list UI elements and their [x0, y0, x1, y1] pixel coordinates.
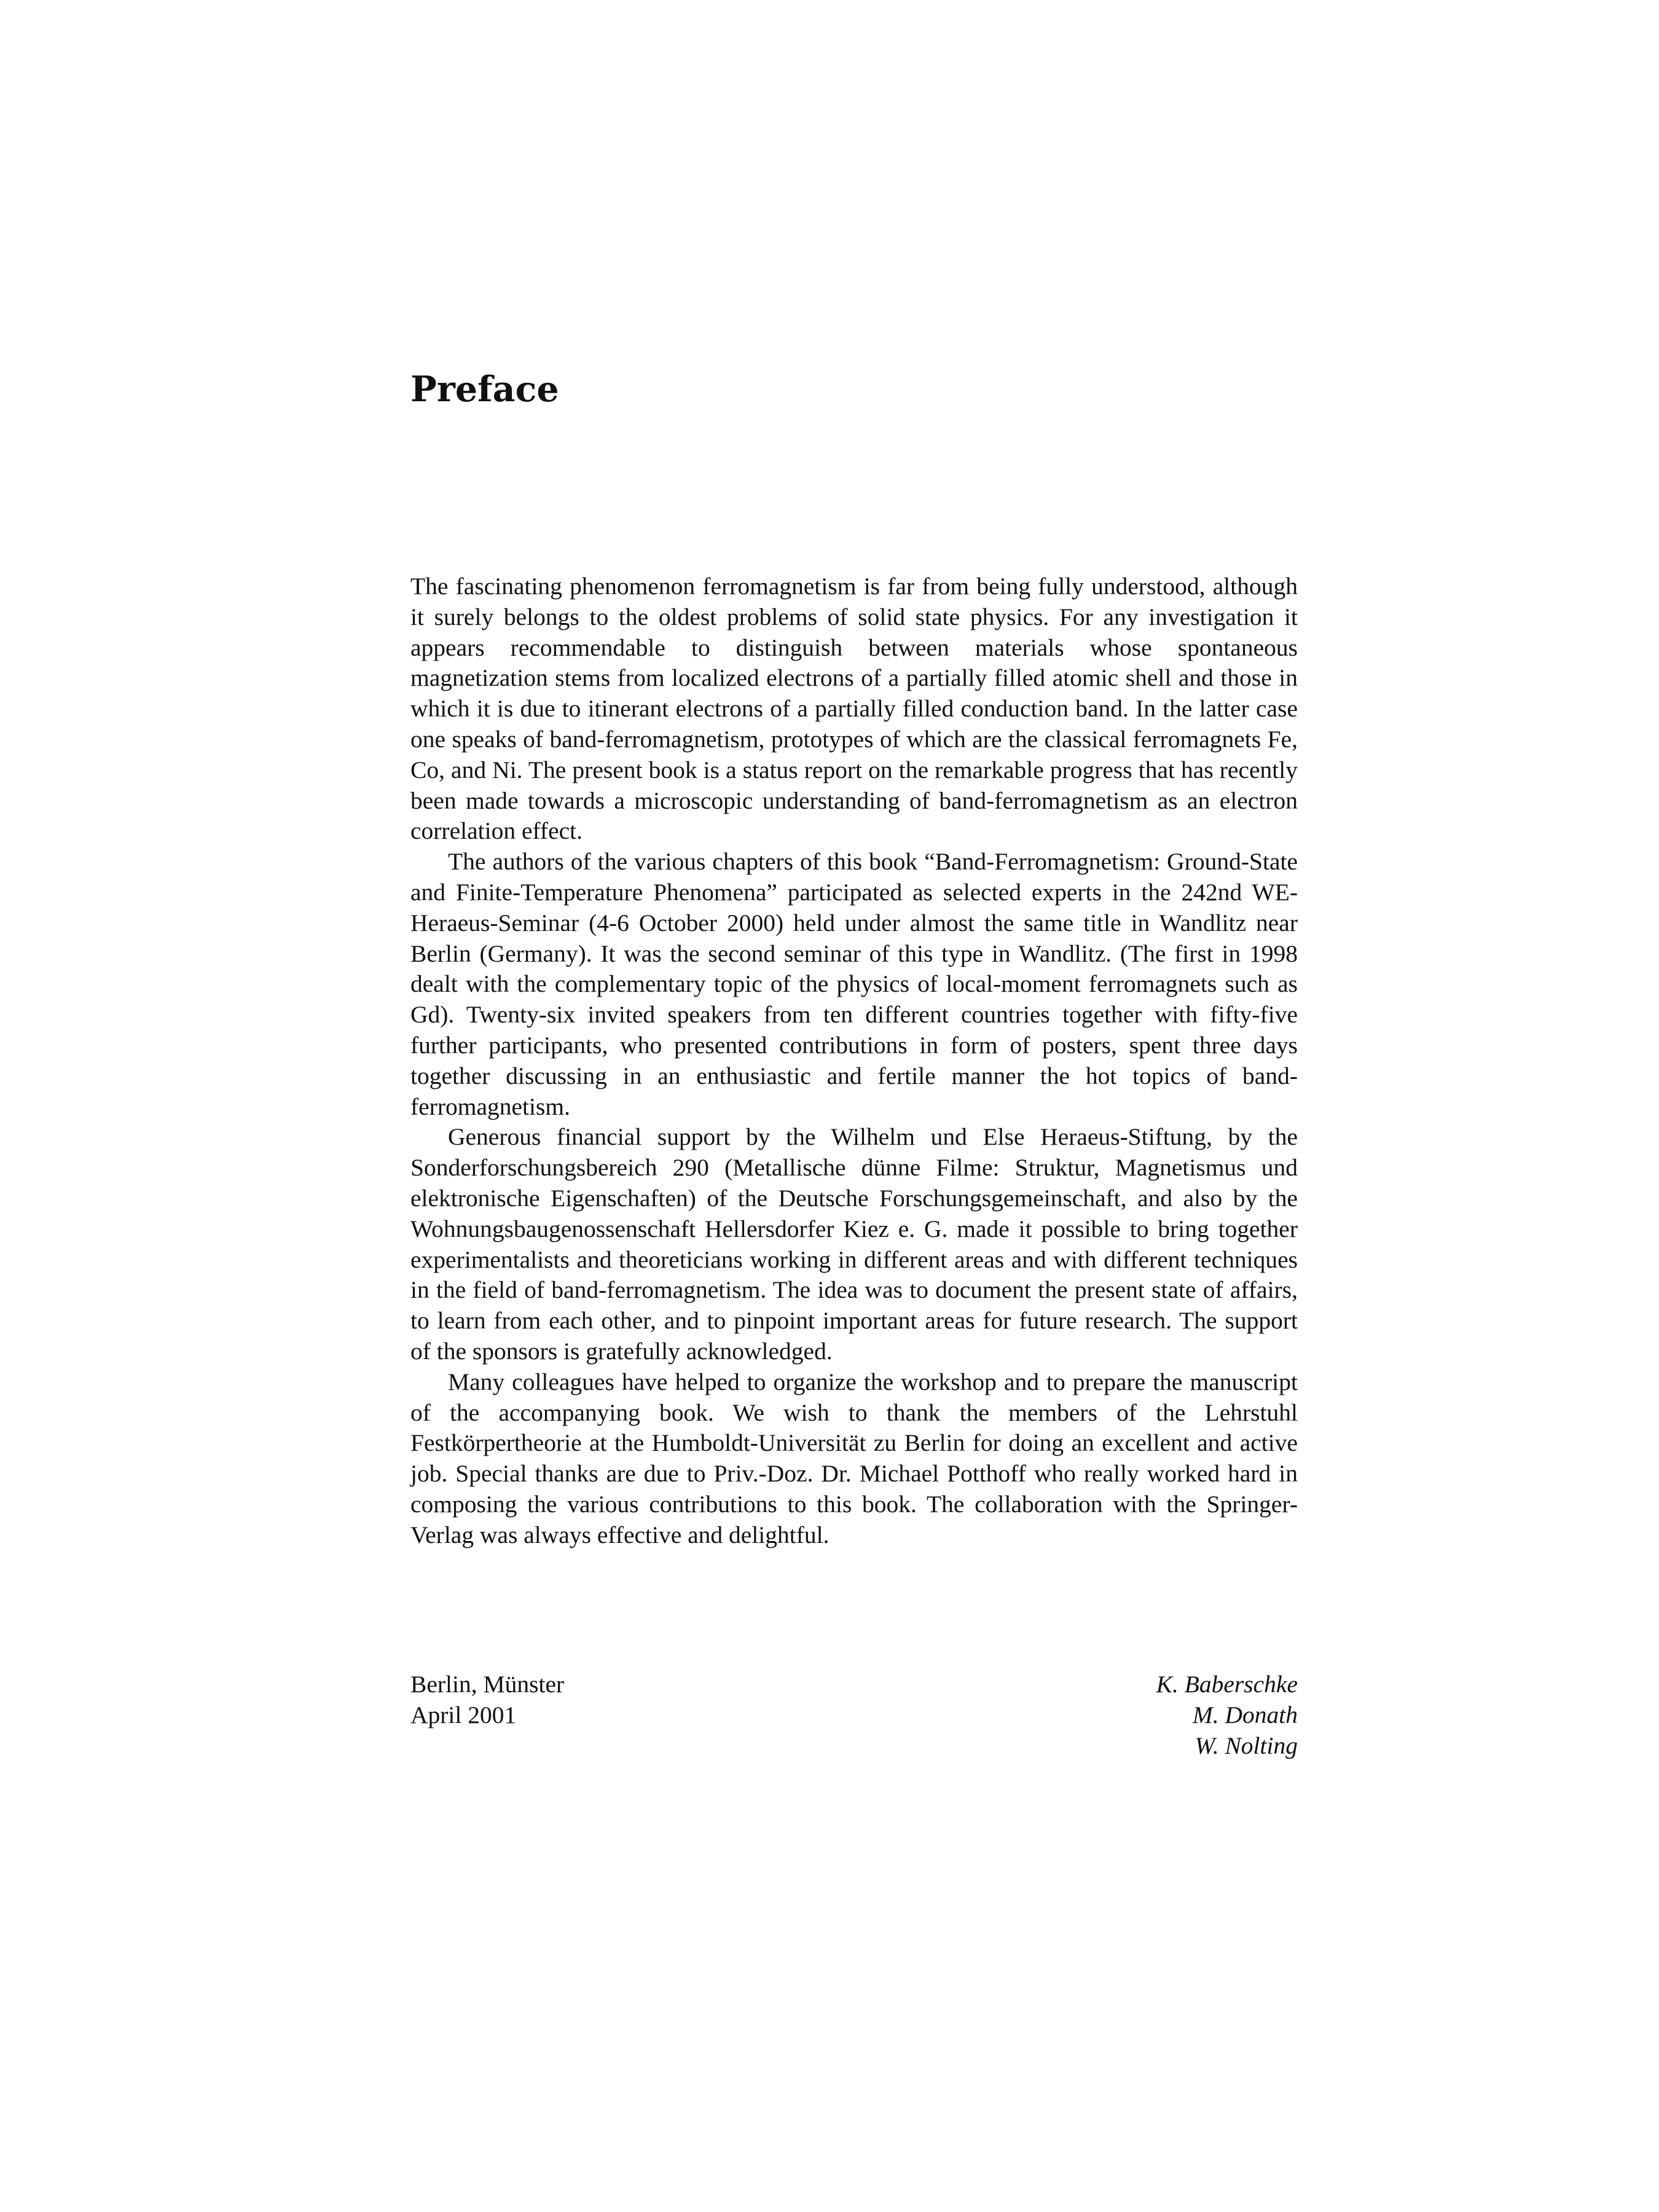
signoff-date: April 2001	[410, 1701, 517, 1728]
paragraph-3: Generous financial support by the Wilhelm und Else Heraeus-Stiftung, by the Sonderforschungsbereich 290 (Metallische dünne Filme: Struktur, Magnetismus und elektronische Eigenschaften) of the Deutsche Forschungsgemeinschaft, and also by the Wohnungsbaugenossenschaft Hellersdorfer Kiez e. G. made it possible to bring together experimentalists and theoreticians working in different areas and with different techniques in the field of band-ferromagnetism. The idea was to document the present state of affairs, to learn from each other, and to pinpoint important areas for future research. The support of the sponsors is gratefully acknowledged.	[410, 1123, 1298, 1365]
paragraph-1: The fascinating phenomenon ferromagnetism is far from being fully understood, although it surely belongs to the oldest problems of solid state physics. For any investigation it appears recommendable to distinguish between materials whose spontaneous magnetization stems from localized electrons of a partially filled atomic shell and those in which it is due to itinerant electrons of a partially filled conduction band. In the latter case one speaks of band-ferromagnetism, prototypes of which are the classical ferromagnets Fe, Co, and Ni. The present book is a status report on the remarkable progress that has recently been made towards a microscopic understanding of band-ferromagnetism as an electron correlation effect.	[410, 573, 1298, 845]
author-name: W. Nolting	[1194, 1732, 1298, 1759]
author-name: M. Donath	[1192, 1701, 1298, 1728]
author-list	[1156, 1669, 1298, 1761]
place-date	[410, 1669, 564, 1731]
author-name: K. Baberschke	[1156, 1671, 1298, 1698]
signoff-place: Berlin, Münster	[410, 1671, 565, 1698]
page-title: Preface	[410, 369, 559, 410]
preface-body	[410, 571, 1298, 1551]
paragraph-4: Many colleagues have helped to organize the workshop and to prepare the manuscript of the accompanying book. We wish to thank the members of the Lehrstuhl Festkörpertheorie at the Humboldt-Universität zu Berlin for doing an excellent and active job. Special thanks are due to Priv.-Doz. Dr. Michael Potthoff who really worked hard in composing the various contributions to this book. The collaboration with the Springer-Verlag was always effective and delightful.	[410, 1368, 1298, 1548]
paragraph-2: The authors of the various chapters of this book “Band-Ferromagnetism: Ground-State and Finite-Temperature Phenomena” participated as selected experts in the 242nd WE-Heraeus-Seminar (4-6 October 2000) held under almost the same title in Wandlitz near Berlin (Germany). It was the second seminar of this type in Wandlitz. (The first in 1998 dealt with the complementary topic of the physics of local-moment ferromagnets such as Gd). Twenty-six invited speakers from ten different countries together with fifty-five further participants, who presented contributions in form of posters, spent three days together discussing in an enthusiastic and fertile manner the hot topics of band-ferromagnetism.	[410, 848, 1298, 1120]
